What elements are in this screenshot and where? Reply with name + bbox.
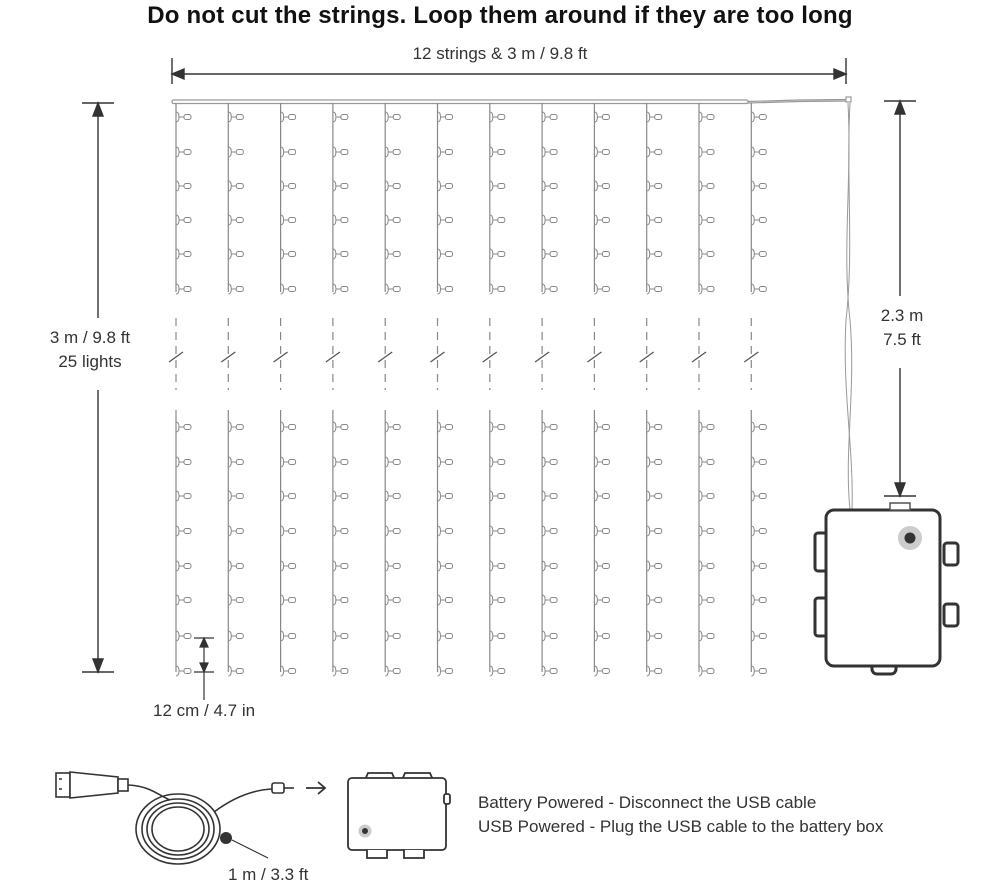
light-bulb-icon — [542, 526, 557, 536]
height-label-line2: 25 lights — [58, 352, 122, 371]
light-bulb-icon — [594, 526, 609, 536]
light-bulb-icon — [751, 457, 766, 467]
light-bulb-icon — [438, 631, 453, 641]
light-bulb-icon — [542, 561, 557, 571]
light-bulb-icon — [281, 631, 296, 641]
light-bulb-icon — [438, 457, 453, 467]
light-bulb-icon — [751, 666, 766, 676]
light-bulb-icon — [699, 561, 714, 571]
light-bulb-icon — [333, 631, 348, 641]
light-bulb-icon — [385, 284, 400, 294]
light-bulb-icon — [594, 181, 609, 191]
light-bulb-icon — [385, 249, 400, 259]
light-bulb-icon — [490, 595, 505, 605]
battery-box-small — [348, 773, 450, 858]
light-bulb-icon — [438, 249, 453, 259]
light-bulb-icon — [647, 147, 662, 157]
light-bulb-icon — [176, 526, 191, 536]
light-bulb-icon — [699, 147, 714, 157]
light-bulb-icon — [333, 112, 348, 122]
light-bulb-icon — [176, 666, 191, 676]
light-bulb-icon — [699, 526, 714, 536]
light-bulb-icon — [385, 422, 400, 432]
light-bulb-icon — [438, 491, 453, 501]
light-bulb-icon — [176, 595, 191, 605]
light-bulb-icon — [281, 249, 296, 259]
light-bulb-icon — [647, 422, 662, 432]
light-bulb-icon — [333, 491, 348, 501]
light-bulb-icon — [176, 284, 191, 294]
light-bulb-icon — [542, 491, 557, 501]
light-bulb-icon — [699, 491, 714, 501]
light-bulb-icon — [490, 147, 505, 157]
usb-cable — [56, 772, 294, 864]
light-bulb-icon — [333, 249, 348, 259]
light-bulb-icon — [438, 181, 453, 191]
light-bulb-icon — [438, 215, 453, 225]
light-bulb-icon — [699, 666, 714, 676]
light-bulb-icon — [751, 112, 766, 122]
light-bulb-icon — [594, 215, 609, 225]
light-bulb-icon — [490, 561, 505, 571]
page-title: Do not cut the strings. Loop them around if they are too long — [147, 2, 853, 29]
light-string — [378, 103, 400, 676]
light-bulb-icon — [228, 526, 243, 536]
light-bulb-icon — [647, 457, 662, 467]
light-bulb-icon — [594, 284, 609, 294]
light-bulb-icon — [333, 526, 348, 536]
light-bulb-icon — [281, 112, 296, 122]
light-bulb-icon — [333, 457, 348, 467]
light-bulb-icon — [647, 526, 662, 536]
light-bulb-icon — [176, 181, 191, 191]
lead-label-line1: 2.3 m — [880, 306, 924, 325]
lead-label-line2: 7.5 ft — [883, 330, 921, 349]
light-bulb-icon — [490, 631, 505, 641]
spacing-dimension — [194, 638, 214, 700]
light-bulb-icon — [176, 422, 191, 432]
light-bulb-icon — [333, 422, 348, 432]
light-bulb-icon — [699, 284, 714, 294]
light-bulb-icon — [542, 249, 557, 259]
light-bulb-icon — [281, 491, 296, 501]
light-bulb-icon — [385, 595, 400, 605]
light-bulb-icon — [490, 181, 505, 191]
light-bulb-icon — [542, 422, 557, 432]
light-string — [483, 103, 505, 676]
light-string — [692, 103, 714, 676]
light-bulb-icon — [281, 666, 296, 676]
light-bulb-icon — [594, 595, 609, 605]
light-bulb-icon — [751, 631, 766, 641]
light-bulb-icon — [647, 491, 662, 501]
light-string — [744, 103, 766, 676]
light-bulb-icon — [699, 181, 714, 191]
light-bulb-icon — [594, 631, 609, 641]
light-bulb-icon — [490, 422, 505, 432]
light-bulb-icon — [228, 181, 243, 191]
usb-length-label: 1 m / 3.3 ft — [228, 865, 309, 884]
light-bulb-icon — [228, 147, 243, 157]
light-bulb-icon — [438, 666, 453, 676]
top-wire — [172, 97, 851, 104]
light-bulb-icon — [281, 215, 296, 225]
light-bulb-icon — [176, 147, 191, 157]
light-bulb-icon — [542, 595, 557, 605]
light-bulb-icon — [281, 181, 296, 191]
light-bulb-icon — [751, 284, 766, 294]
light-bulb-icon — [647, 181, 662, 191]
light-strings — [169, 103, 766, 676]
light-bulb-icon — [594, 491, 609, 501]
light-bulb-icon — [176, 249, 191, 259]
light-bulb-icon — [176, 215, 191, 225]
light-bulb-icon — [751, 215, 766, 225]
light-bulb-icon — [490, 457, 505, 467]
light-bulb-icon — [228, 491, 243, 501]
light-bulb-icon — [385, 666, 400, 676]
light-bulb-icon — [281, 595, 296, 605]
light-bulb-icon — [647, 666, 662, 676]
light-bulb-icon — [438, 284, 453, 294]
light-bulb-icon — [751, 249, 766, 259]
light-bulb-icon — [438, 147, 453, 157]
light-bulb-icon — [281, 457, 296, 467]
light-bulb-icon — [542, 147, 557, 157]
light-bulb-icon — [751, 595, 766, 605]
light-string — [535, 103, 557, 676]
light-bulb-icon — [490, 666, 505, 676]
light-bulb-icon — [490, 112, 505, 122]
light-bulb-icon — [647, 284, 662, 294]
light-string — [326, 103, 348, 676]
light-bulb-icon — [333, 284, 348, 294]
light-string — [431, 103, 453, 676]
light-bulb-icon — [594, 666, 609, 676]
light-bulb-icon — [281, 284, 296, 294]
light-bulb-icon — [542, 181, 557, 191]
light-bulb-icon — [647, 112, 662, 122]
light-bulb-icon — [594, 561, 609, 571]
light-bulb-icon — [542, 457, 557, 467]
light-bulb-icon — [594, 457, 609, 467]
light-bulb-icon — [490, 249, 505, 259]
light-bulb-icon — [699, 457, 714, 467]
battery-box — [815, 503, 958, 674]
battery-powered-text: Battery Powered - Disconnect the USB cable — [478, 793, 817, 812]
light-bulb-icon — [542, 112, 557, 122]
light-bulb-icon — [281, 526, 296, 536]
light-bulb-icon — [542, 666, 557, 676]
light-bulb-icon — [385, 181, 400, 191]
light-bulb-icon — [438, 422, 453, 432]
light-bulb-icon — [699, 422, 714, 432]
light-bulb-icon — [176, 631, 191, 641]
light-bulb-icon — [228, 249, 243, 259]
light-bulb-icon — [176, 457, 191, 467]
light-bulb-icon — [438, 595, 453, 605]
light-bulb-icon — [699, 215, 714, 225]
lead-wire — [845, 103, 852, 510]
light-bulb-icon — [594, 112, 609, 122]
power-button-small-icon — [359, 825, 372, 838]
light-bulb-icon — [699, 595, 714, 605]
light-bulb-icon — [542, 215, 557, 225]
light-bulb-icon — [176, 112, 191, 122]
light-bulb-icon — [647, 631, 662, 641]
light-bulb-icon — [281, 561, 296, 571]
light-bulb-icon — [751, 491, 766, 501]
light-bulb-icon — [438, 561, 453, 571]
light-bulb-icon — [281, 422, 296, 432]
light-bulb-icon — [385, 457, 400, 467]
light-bulb-icon — [228, 561, 243, 571]
light-bulb-icon — [385, 491, 400, 501]
light-bulb-icon — [228, 215, 243, 225]
light-bulb-icon — [751, 422, 766, 432]
light-bulb-icon — [647, 561, 662, 571]
light-string — [274, 103, 296, 676]
light-bulb-icon — [699, 112, 714, 122]
light-bulb-icon — [385, 561, 400, 571]
light-bulb-icon — [333, 215, 348, 225]
light-bulb-icon — [699, 631, 714, 641]
light-bulb-icon — [228, 112, 243, 122]
light-bulb-icon — [751, 526, 766, 536]
light-string — [169, 103, 191, 676]
light-string — [587, 103, 609, 676]
light-bulb-icon — [438, 112, 453, 122]
light-bulb-icon — [594, 147, 609, 157]
light-bulb-icon — [490, 215, 505, 225]
light-bulb-icon — [228, 631, 243, 641]
light-bulb-icon — [333, 561, 348, 571]
lead-dimension — [884, 101, 916, 496]
usb-powered-text: USB Powered - Plug the USB cable to the battery box — [478, 817, 884, 836]
light-bulb-icon — [228, 422, 243, 432]
light-bulb-icon — [490, 491, 505, 501]
height-dimension — [82, 103, 114, 672]
light-bulb-icon — [333, 595, 348, 605]
light-bulb-icon — [699, 249, 714, 259]
light-bulb-icon — [594, 422, 609, 432]
light-bulb-icon — [385, 631, 400, 641]
light-bulb-icon — [542, 631, 557, 641]
light-bulb-icon — [594, 249, 609, 259]
light-bulb-icon — [228, 595, 243, 605]
light-bulb-icon — [176, 491, 191, 501]
light-bulb-icon — [490, 284, 505, 294]
light-bulb-icon — [385, 215, 400, 225]
spacing-label: 12 cm / 4.7 in — [153, 701, 256, 720]
light-bulb-icon — [751, 561, 766, 571]
light-string — [640, 103, 662, 676]
arrow-right-icon — [306, 782, 325, 794]
light-bulb-icon — [490, 526, 505, 536]
height-label-line1: 3 m / 9.8 ft — [49, 328, 131, 347]
power-button-icon — [898, 526, 922, 550]
light-bulb-icon — [333, 666, 348, 676]
light-bulb-icon — [228, 666, 243, 676]
light-bulb-icon — [438, 526, 453, 536]
usb-cable-marker-icon — [220, 832, 232, 844]
light-bulb-icon — [333, 181, 348, 191]
light-bulb-icon — [751, 147, 766, 157]
width-label: 12 strings & 3 m / 9.8 ft — [412, 44, 588, 63]
light-bulb-icon — [228, 284, 243, 294]
light-bulb-icon — [333, 147, 348, 157]
light-bulb-icon — [751, 181, 766, 191]
light-bulb-icon — [385, 112, 400, 122]
light-bulb-icon — [647, 595, 662, 605]
light-bulb-icon — [281, 147, 296, 157]
light-bulb-icon — [647, 215, 662, 225]
light-bulb-icon — [542, 284, 557, 294]
light-bulb-icon — [385, 147, 400, 157]
light-bulb-icon — [647, 249, 662, 259]
light-bulb-icon — [176, 561, 191, 571]
light-string — [221, 103, 243, 676]
light-bulb-icon — [385, 526, 400, 536]
light-bulb-icon — [228, 457, 243, 467]
